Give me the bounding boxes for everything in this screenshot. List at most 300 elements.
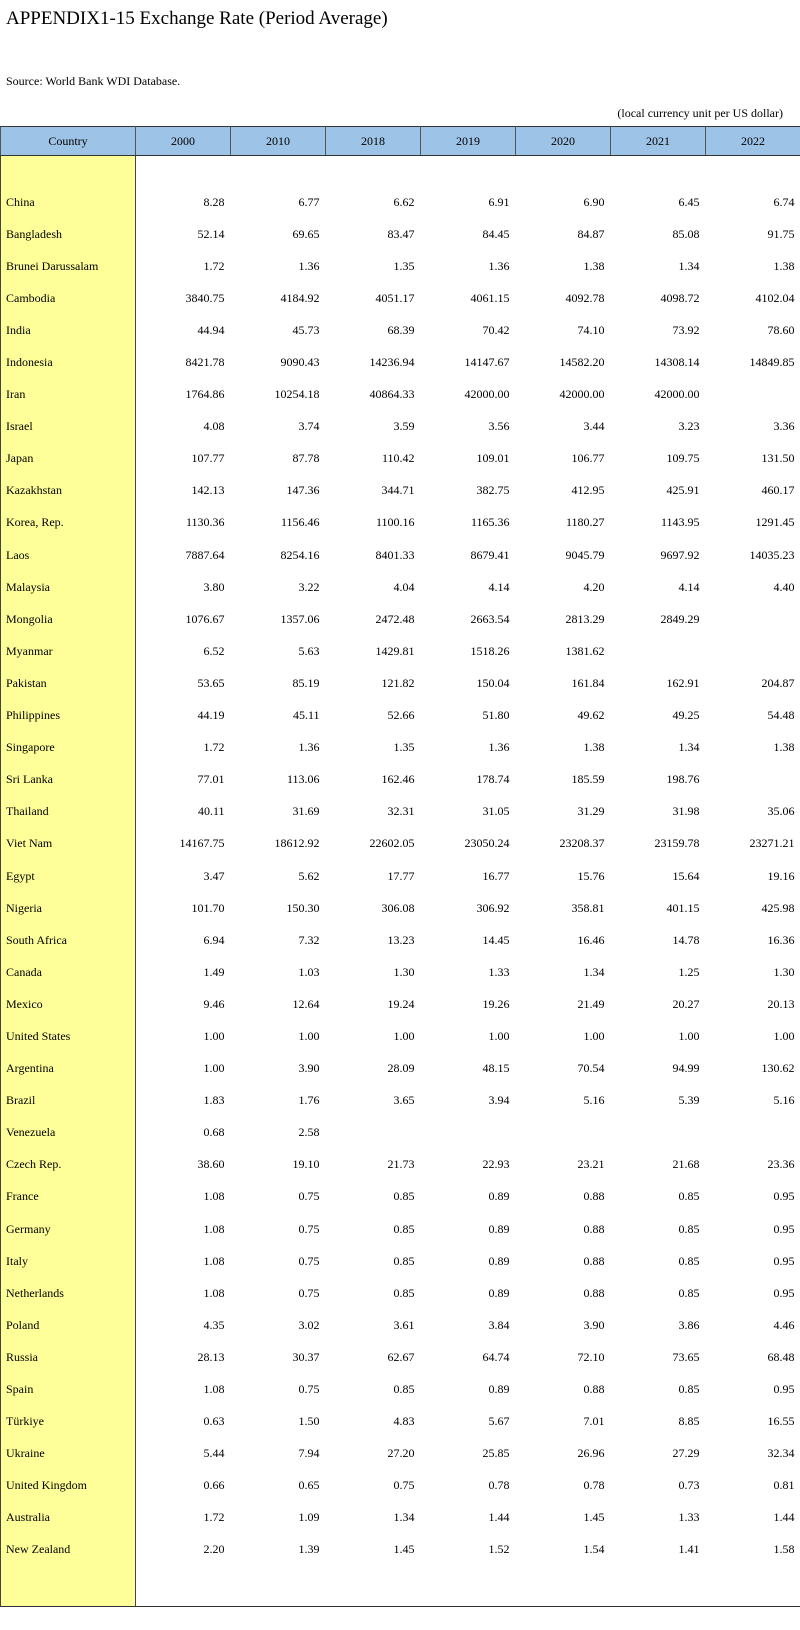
rate-value: 19.16 [767, 868, 795, 883]
rate-value: 8254.16 [280, 547, 320, 562]
rate-value: 27.20 [387, 1446, 415, 1461]
table-row [1, 732, 800, 764]
table-row [1, 1373, 800, 1405]
country-name: Nigeria [1, 892, 136, 924]
rate-value: 6.90 [583, 194, 605, 209]
country-cell-empty [1, 156, 136, 187]
rate-value: 0.85 [678, 1382, 700, 1397]
country-name: Thailand [1, 796, 136, 828]
rate-value: 130.62 [761, 1061, 795, 1076]
rate-value: 54.48 [767, 708, 795, 723]
rate-value: 20.27 [672, 996, 700, 1011]
rate-value: 0.95 [773, 1221, 795, 1236]
rate-value: 3.84 [488, 1317, 510, 1332]
rate-value: 5.67 [488, 1414, 510, 1429]
column-header-year: 2000 [136, 127, 231, 156]
rate-value: 1180.27 [565, 515, 605, 530]
rate-value: 113.06 [286, 772, 320, 787]
table-row [1, 1341, 800, 1373]
rate-value: 1.34 [583, 964, 605, 979]
rate-value: 0.63 [203, 1414, 225, 1429]
header-row [1, 127, 800, 156]
table-tail-row [1, 1566, 800, 1607]
rate-value: 306.92 [476, 900, 510, 915]
rate-value: 1.38 [773, 740, 795, 755]
rate-value: 6.77 [298, 194, 320, 209]
rate-value: 1.52 [488, 1542, 510, 1557]
rate-value: 19.10 [292, 1157, 320, 1172]
rate-value: 14147.67 [464, 355, 510, 370]
rate-value: 0.95 [773, 1189, 795, 1204]
rate-value: 1130.36 [185, 515, 225, 530]
country-name: Egypt [1, 860, 136, 892]
rate-value: 0.85 [678, 1221, 700, 1236]
rate-value: 77.01 [197, 772, 225, 787]
rate-value: 7.01 [583, 1414, 605, 1429]
rate-value: 5.63 [298, 643, 320, 658]
table-header [1, 127, 800, 156]
table-row [1, 1534, 800, 1566]
rate-value: 31.29 [577, 804, 605, 819]
rate-value: 1.08 [203, 1189, 225, 1204]
table-row [1, 1053, 800, 1085]
country-name: Canada [1, 956, 136, 988]
rate-value: 142.13 [191, 483, 225, 498]
rate-value: 106.77 [571, 451, 605, 466]
rate-value [706, 635, 800, 667]
rate-value: 121.82 [381, 675, 415, 690]
rate-value: 83.47 [387, 226, 415, 241]
rate-value: 3.74 [298, 419, 320, 434]
rate-value: 87.78 [292, 451, 320, 466]
rate-value: 68.39 [387, 322, 415, 337]
rate-value: 1.36 [298, 740, 320, 755]
table-row [1, 635, 800, 667]
rate-value: 1.33 [488, 964, 510, 979]
rate-value: 85.08 [672, 226, 700, 241]
rate-value: 42000.00 [464, 387, 510, 402]
rate-value: 1.00 [203, 1028, 225, 1043]
rate-value: 0.89 [488, 1221, 510, 1236]
source-note: Source: World Bank WDI Database. [6, 74, 181, 88]
rate-value: 3.23 [678, 419, 700, 434]
rate-value: 42000.00 [654, 387, 700, 402]
table-row [1, 1085, 800, 1117]
rate-value: 0.89 [488, 1189, 510, 1204]
country-name: Singapore [1, 732, 136, 764]
rate-value: 4098.72 [660, 290, 700, 305]
table-row [1, 796, 800, 828]
rate-value: 14236.94 [369, 355, 415, 370]
rate-value: 53.65 [197, 675, 225, 690]
rate-value: 1764.86 [185, 387, 225, 402]
rate-value: 4.04 [393, 579, 415, 594]
rate-value: 4.08 [203, 419, 225, 434]
rate-value: 44.19 [197, 708, 225, 723]
rate-value: 15.76 [577, 868, 605, 883]
rate-value: 1.39 [298, 1542, 320, 1557]
rate-value: 1.25 [678, 964, 700, 979]
rate-value: 40864.33 [369, 387, 415, 402]
rate-value: 78.60 [767, 322, 795, 337]
rate-value [706, 1117, 800, 1149]
country-name: Iran [1, 379, 136, 411]
country-name: Mexico [1, 988, 136, 1020]
rate-value: 5.39 [678, 1093, 700, 1108]
table-row [1, 571, 800, 603]
rate-value: 45.73 [292, 322, 320, 337]
rate-value: 2.58 [298, 1125, 320, 1140]
country-name: United States [1, 1020, 136, 1052]
rate-value: 14308.14 [654, 355, 700, 370]
table-row [1, 539, 800, 571]
rate-value: 8421.78 [185, 355, 225, 370]
rate-value [326, 1117, 421, 1149]
rate-value: 73.92 [672, 322, 700, 337]
rate-value: 23159.78 [654, 836, 700, 851]
rate-value: 1.34 [678, 258, 700, 273]
rate-value: 2472.48 [375, 611, 415, 626]
country-name: Netherlands [1, 1277, 136, 1309]
rate-value: 1.35 [393, 740, 415, 755]
rate-value: 21.68 [672, 1157, 700, 1172]
country-name: Australia [1, 1502, 136, 1534]
rate-value: 4184.92 [280, 290, 320, 305]
table-row [1, 1181, 800, 1213]
rate-value: 1.58 [773, 1542, 795, 1557]
rate-value: 9697.92 [660, 547, 700, 562]
rate-value: 0.85 [678, 1285, 700, 1300]
table-row [1, 764, 800, 796]
rate-value: 0.89 [488, 1285, 510, 1300]
rate-value: 1.35 [393, 258, 415, 273]
rate-value: 49.25 [672, 708, 700, 723]
rate-value: 0.88 [583, 1285, 605, 1300]
country-name: Spain [1, 1373, 136, 1405]
rate-value: 1.08 [203, 1382, 225, 1397]
rate-value: 4.20 [583, 579, 605, 594]
rate-value: 52.66 [387, 708, 415, 723]
rate-value: 1.83 [203, 1093, 225, 1108]
rate-value: 0.85 [678, 1189, 700, 1204]
rate-value: 1.30 [393, 964, 415, 979]
country-name: Malaysia [1, 571, 136, 603]
rate-value: 49.62 [577, 708, 605, 723]
table-row [1, 1149, 800, 1181]
table-row [1, 1277, 800, 1309]
rate-value: 1.54 [583, 1542, 605, 1557]
table-row [1, 443, 800, 475]
table-row [1, 700, 800, 732]
rate-value: 6.52 [203, 643, 225, 658]
rate-value: 23208.37 [559, 836, 605, 851]
rate-value: 14.45 [482, 932, 510, 947]
rate-value: 4051.17 [375, 290, 415, 305]
rate-value: 1156.46 [280, 515, 320, 530]
rate-value: 35.06 [767, 804, 795, 819]
rate-value: 306.08 [381, 900, 415, 915]
rate-value: 0.65 [298, 1478, 320, 1493]
rate-value: 5.44 [203, 1446, 225, 1461]
rate-value: 178.74 [476, 772, 510, 787]
rate-value: 17.77 [387, 868, 415, 883]
rate-value: 51.80 [482, 708, 510, 723]
rate-value: 31.05 [482, 804, 510, 819]
table-row [1, 956, 800, 988]
rate-value: 162.46 [381, 772, 415, 787]
rate-value: 401.15 [666, 900, 700, 915]
country-name: New Zealand [1, 1534, 136, 1566]
country-cell-empty [1, 1566, 136, 1607]
rate-value: 0.88 [583, 1221, 605, 1236]
rate-value: 0.68 [203, 1125, 225, 1140]
table-row [1, 1020, 800, 1052]
table-row [1, 1245, 800, 1277]
rate-value: 8.28 [203, 194, 225, 209]
rate-value: 1.45 [393, 1542, 415, 1557]
rate-value [706, 379, 800, 411]
column-header-country: Country [1, 127, 136, 156]
rate-value: 6.94 [203, 932, 225, 947]
rate-value: 1.36 [488, 258, 510, 273]
country-name: Czech Rep. [1, 1149, 136, 1181]
rate-value: 3840.75 [185, 290, 225, 305]
rate-value: 425.98 [761, 900, 795, 915]
rate-value: 3.44 [583, 419, 605, 434]
table-row [1, 1406, 800, 1438]
rate-value: 2.20 [203, 1542, 225, 1557]
rate-value: 1.03 [298, 964, 320, 979]
rate-value: 32.34 [767, 1446, 795, 1461]
rate-value: 1.00 [298, 1028, 320, 1043]
rate-value: 3.59 [393, 419, 415, 434]
rate-value: 0.75 [298, 1189, 320, 1204]
rate-value: 3.02 [298, 1317, 320, 1332]
rate-value: 8401.33 [375, 547, 415, 562]
table-row [1, 1470, 800, 1502]
country-name: France [1, 1181, 136, 1213]
rate-value: 19.26 [482, 996, 510, 1011]
country-name: Brunei Darussalam [1, 250, 136, 282]
rate-value: 1.38 [583, 258, 605, 273]
rate-value: 1.36 [298, 258, 320, 273]
rate-value: 0.89 [488, 1253, 510, 1268]
country-name: Myanmar [1, 635, 136, 667]
rate-value: 1518.26 [470, 643, 510, 658]
table-row [1, 1213, 800, 1245]
country-name: United Kingdom [1, 1470, 136, 1502]
rate-value: 0.85 [678, 1253, 700, 1268]
rate-value: 31.98 [672, 804, 700, 819]
country-name: Cambodia [1, 282, 136, 314]
rate-value: 107.77 [191, 451, 225, 466]
rate-value: 1.00 [773, 1028, 795, 1043]
rate-value: 150.30 [286, 900, 320, 915]
rate-value: 1.34 [393, 1510, 415, 1525]
rate-value: 1.08 [203, 1221, 225, 1236]
table-row [1, 892, 800, 924]
rate-value: 6.62 [393, 194, 415, 209]
rate-value: 14035.23 [749, 547, 795, 562]
rate-value: 344.71 [381, 483, 415, 498]
rate-value: 16.36 [767, 932, 795, 947]
rate-value: 62.67 [387, 1349, 415, 1364]
rate-value: 0.89 [488, 1382, 510, 1397]
rate-value: 1.72 [203, 740, 225, 755]
country-name: Korea, Rep. [1, 507, 136, 539]
rate-value: 8679.41 [470, 547, 510, 562]
rate-value: 6.45 [678, 194, 700, 209]
table-row [1, 988, 800, 1020]
rate-value: 2813.29 [565, 611, 605, 626]
rate-value: 4.35 [203, 1317, 225, 1332]
table-row [1, 186, 800, 218]
rate-value: 1076.67 [185, 611, 225, 626]
rate-value: 15.64 [672, 868, 700, 883]
column-header-year: 2010 [231, 127, 326, 156]
table-row [1, 250, 800, 282]
rate-value: 1.72 [203, 1510, 225, 1525]
rate-value: 1.34 [678, 740, 700, 755]
country-name: Japan [1, 443, 136, 475]
country-name: Türkiye [1, 1406, 136, 1438]
rate-value: 14849.85 [749, 355, 795, 370]
rate-value: 23050.24 [464, 836, 510, 851]
spacer-cell [136, 156, 800, 187]
country-name: Germany [1, 1213, 136, 1245]
table-row [1, 346, 800, 378]
table-row [1, 1438, 800, 1470]
rate-value: 6.91 [488, 194, 510, 209]
column-header-year: 2019 [421, 127, 516, 156]
rate-value: 3.65 [393, 1093, 415, 1108]
rate-value: 0.85 [393, 1253, 415, 1268]
rate-value: 1.00 [488, 1028, 510, 1043]
rate-value: 73.65 [672, 1349, 700, 1364]
rate-value: 9045.79 [565, 547, 605, 562]
country-name: Venezuela [1, 1117, 136, 1149]
rate-value: 16.77 [482, 868, 510, 883]
country-name: China [1, 186, 136, 218]
rate-value: 3.94 [488, 1093, 510, 1108]
rate-value: 42000.00 [559, 387, 605, 402]
country-name: Brazil [1, 1085, 136, 1117]
rate-value: 4092.78 [565, 290, 605, 305]
rate-value: 198.76 [666, 772, 700, 787]
rate-value: 70.54 [577, 1061, 605, 1076]
rate-value: 131.50 [761, 451, 795, 466]
tail-cell [136, 1566, 800, 1607]
rate-value: 1291.45 [755, 515, 795, 530]
table-row [1, 924, 800, 956]
rate-value: 84.87 [577, 226, 605, 241]
rate-value: 22.93 [482, 1157, 510, 1172]
rate-value: 1.08 [203, 1285, 225, 1300]
rate-value: 13.23 [387, 932, 415, 947]
rate-value: 91.75 [767, 226, 795, 241]
rate-value: 0.85 [393, 1285, 415, 1300]
rate-value [516, 1117, 611, 1149]
table-row [1, 603, 800, 635]
country-name: Indonesia [1, 346, 136, 378]
rate-value: 1.41 [678, 1542, 700, 1557]
rate-value: 0.85 [393, 1189, 415, 1204]
country-name: South Africa [1, 924, 136, 956]
rate-value: 1.00 [583, 1028, 605, 1043]
rate-value: 1357.06 [280, 611, 320, 626]
rate-value [706, 603, 800, 635]
country-name: Pakistan [1, 667, 136, 699]
rate-value: 3.61 [393, 1317, 415, 1332]
rate-value: 3.86 [678, 1317, 700, 1332]
rate-value: 0.73 [678, 1478, 700, 1493]
country-name: Argentina [1, 1053, 136, 1085]
rate-value: 161.84 [571, 675, 605, 690]
rate-value: 4.83 [393, 1414, 415, 1429]
rate-value: 18612.92 [274, 836, 320, 851]
rate-value: 0.95 [773, 1253, 795, 1268]
rate-value: 26.96 [577, 1446, 605, 1461]
rate-value: 84.45 [482, 226, 510, 241]
rate-value: 23271.21 [749, 836, 795, 851]
table-row [1, 314, 800, 346]
rate-value: 358.81 [571, 900, 605, 915]
rate-value: 27.29 [672, 1446, 700, 1461]
table-row [1, 282, 800, 314]
rate-value: 4102.04 [755, 290, 795, 305]
page-title: APPENDIX1-15 Exchange Rate (Period Average) [6, 8, 388, 29]
rate-value: 1143.95 [660, 515, 700, 530]
rate-value: 23.36 [767, 1157, 795, 1172]
table-row [1, 411, 800, 443]
rate-value: 0.88 [583, 1189, 605, 1204]
rate-value: 460.17 [761, 483, 795, 498]
rate-value: 109.01 [476, 451, 510, 466]
rate-value: 21.49 [577, 996, 605, 1011]
rate-value: 0.95 [773, 1285, 795, 1300]
rate-value: 1100.16 [375, 515, 415, 530]
rate-value: 3.47 [203, 868, 225, 883]
rate-value: 2849.29 [660, 611, 700, 626]
rate-value: 74.10 [577, 322, 605, 337]
rate-value: 9.46 [203, 996, 225, 1011]
rate-value: 1.08 [203, 1253, 225, 1268]
table-spacer-row [1, 156, 800, 187]
rate-value: 101.70 [191, 900, 225, 915]
table-row [1, 828, 800, 860]
rate-value: 5.16 [773, 1093, 795, 1108]
rate-value: 14167.75 [179, 836, 225, 851]
rate-value: 4.46 [773, 1317, 795, 1332]
rate-value: 0.75 [298, 1253, 320, 1268]
table-row [1, 507, 800, 539]
column-header-year: 2021 [611, 127, 706, 156]
rate-value: 2663.54 [470, 611, 510, 626]
rate-value: 14.78 [672, 932, 700, 947]
rate-value: 16.46 [577, 932, 605, 947]
rate-value: 44.94 [197, 322, 225, 337]
rate-value: 0.85 [393, 1382, 415, 1397]
rate-value: 1.09 [298, 1510, 320, 1525]
rate-value: 16.55 [767, 1414, 795, 1429]
rate-value: 8.85 [678, 1414, 700, 1429]
country-name: Mongolia [1, 603, 136, 635]
rate-value: 109.75 [666, 451, 700, 466]
rate-value: 3.22 [298, 579, 320, 594]
country-name: Ukraine [1, 1438, 136, 1470]
rate-value: 31.69 [292, 804, 320, 819]
rate-value: 38.60 [197, 1157, 225, 1172]
